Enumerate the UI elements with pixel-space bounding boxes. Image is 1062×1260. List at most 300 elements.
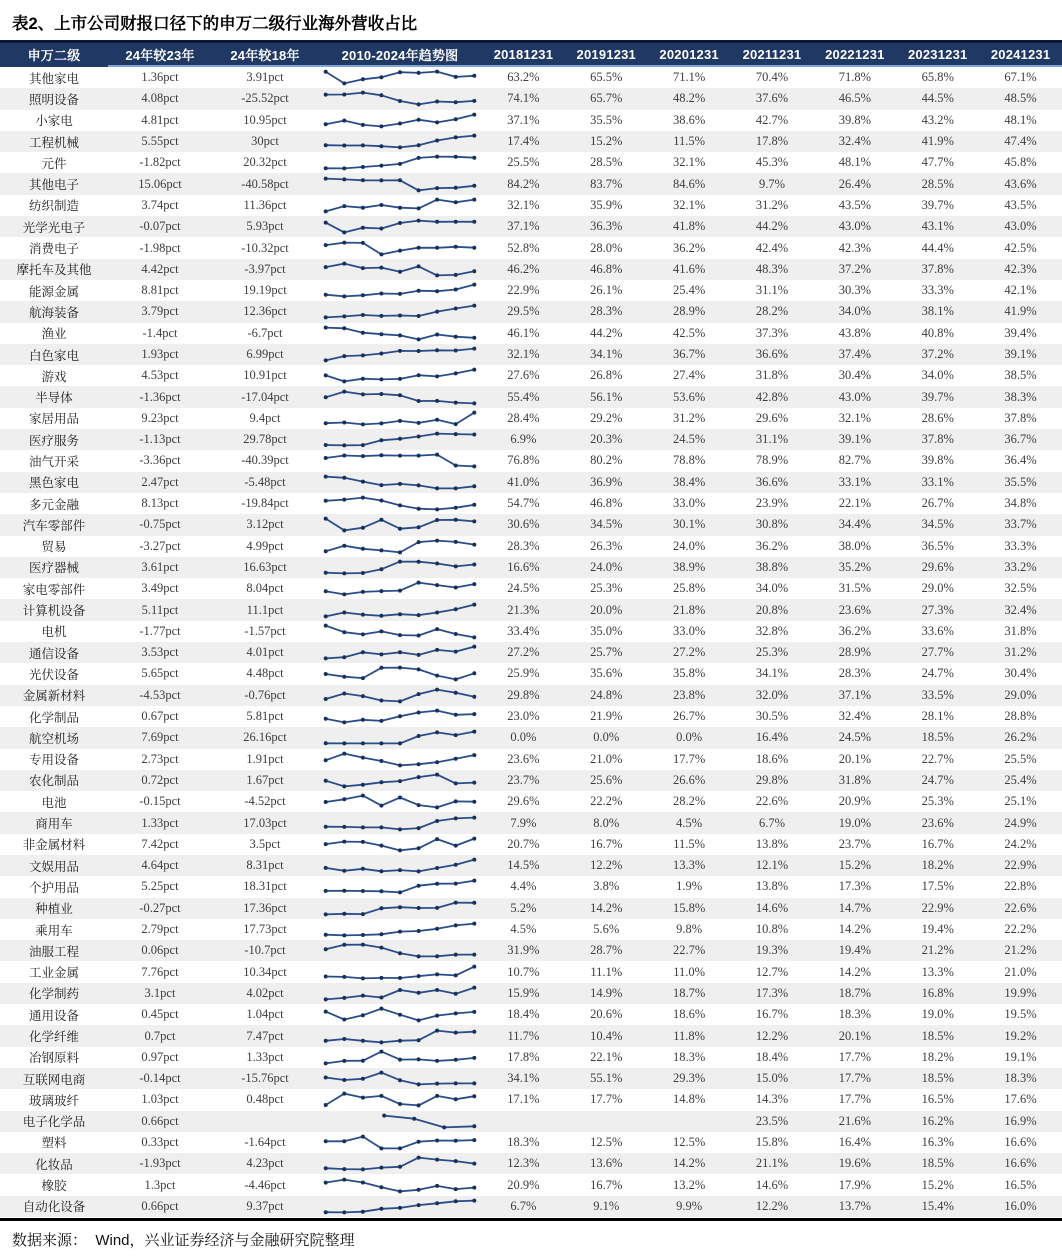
year-value-cell: 24.5%	[507, 581, 540, 596]
year-value-cell: 12.1%	[755, 858, 789, 873]
sparkline-cell	[318, 663, 482, 684]
industry-name-cell: 通用设备	[28, 1008, 79, 1023]
industry-name-cell: 黑色家电	[28, 476, 79, 491]
year-value-cell: 28.4%	[507, 410, 540, 425]
chg-vs-2023-cell: -1.82pct	[139, 155, 181, 170]
year-value-cell: 14.5%	[507, 858, 540, 873]
chg-vs-2023-cell: -4.53pct	[139, 687, 181, 702]
year-value-cell: 33.7%	[1004, 517, 1037, 532]
sparkline-cell	[318, 578, 482, 599]
trend-sparkline	[321, 365, 479, 386]
sparkline-cell	[318, 898, 482, 919]
sparkline-cell	[318, 791, 482, 812]
chg-vs-2023-cell: -1.93pct	[139, 1156, 181, 1171]
year-value-cell: 35.5%	[1004, 474, 1037, 489]
sparkline-cell	[318, 514, 482, 535]
year-value-cell: 42.7%	[755, 112, 789, 127]
year-value-cell: 43.6%	[1004, 176, 1037, 191]
year-value-cell: 14.2%	[672, 1156, 706, 1171]
year-value-cell: 23.5%	[755, 1113, 789, 1128]
year-value-cell: 48.2%	[672, 91, 706, 106]
year-value-cell: 27.3%	[921, 602, 954, 617]
year-value-cell: 0.0%	[510, 730, 537, 745]
year-value-cell: 34.1%	[507, 1071, 540, 1086]
table-row	[0, 770, 1062, 791]
column-header-10: 20241231	[979, 43, 1062, 67]
trend-sparkline	[321, 472, 479, 493]
chg-vs-2018-cell: -1.64pct	[244, 1134, 286, 1149]
sparkline-cell	[318, 1004, 482, 1025]
year-value-cell: 39.7%	[921, 197, 954, 212]
year-value-cell: 36.2%	[838, 623, 871, 638]
year-value-cell: 29.5%	[507, 304, 540, 319]
chg-vs-2023-cell: 2.79pct	[141, 922, 179, 937]
year-value-cell: 17.8%	[755, 134, 789, 149]
year-value-cell: 34.0%	[755, 581, 789, 596]
trend-sparkline	[321, 600, 479, 621]
sparkline-cell	[318, 67, 482, 88]
trend-sparkline	[321, 323, 479, 344]
trend-sparkline	[321, 408, 479, 429]
year-value-cell: 33.1%	[921, 474, 954, 489]
year-value-cell: 43.2%	[921, 112, 954, 127]
sparkline-cell	[318, 387, 482, 408]
table-row	[0, 578, 1062, 599]
year-value-cell: 43.8%	[838, 325, 871, 340]
table-row	[0, 323, 1062, 344]
chg-vs-2018-cell: 10.34pct	[243, 964, 287, 979]
year-value-cell: 19.5%	[1004, 1007, 1037, 1022]
table-row	[0, 855, 1062, 876]
year-value-cell: 20.9%	[507, 1177, 540, 1192]
year-value-cell: 39.1%	[838, 432, 871, 447]
year-value-cell: 44.2%	[755, 219, 789, 234]
year-value-cell: 15.2%	[921, 1177, 954, 1192]
industry-name-cell: 工程机械	[28, 135, 79, 150]
sparkline-cell	[318, 280, 482, 301]
chg-vs-2023-cell: 4.08pct	[141, 91, 179, 106]
industry-name-cell: 半导体	[35, 391, 73, 406]
year-value-cell: 36.7%	[1004, 432, 1037, 447]
year-value-cell: 16.7%	[921, 836, 954, 851]
year-value-cell: 18.3%	[672, 1049, 706, 1064]
chg-vs-2018-cell: 17.03pct	[243, 815, 287, 830]
year-value-cell: 23.9%	[755, 496, 789, 511]
sparkline-cell	[318, 1089, 482, 1110]
year-value-cell: 29.8%	[755, 772, 789, 787]
year-value-cell: 78.8%	[672, 453, 706, 468]
year-value-cell: 21.6%	[838, 1113, 871, 1128]
year-value-cell: 7.9%	[510, 815, 537, 830]
year-value-cell: 28.3%	[590, 304, 623, 319]
chg-vs-2018-cell: 19.19pct	[243, 283, 287, 298]
chg-vs-2023-cell: 7.69pct	[141, 730, 179, 745]
year-value-cell: 16.7%	[590, 1177, 623, 1192]
year-value-cell: 12.2%	[755, 1198, 789, 1213]
year-value-cell: 35.5%	[590, 112, 623, 127]
year-value-cell: 18.4%	[755, 1049, 789, 1064]
year-value-cell: 6.7%	[510, 1198, 537, 1213]
chg-vs-2023-cell: 0.06pct	[141, 943, 179, 958]
sparkline-cell	[318, 983, 482, 1004]
year-value-cell: 38.6%	[672, 112, 706, 127]
year-value-cell: 24.5%	[838, 730, 871, 745]
industry-name-cell: 电机	[41, 625, 67, 640]
sparkline-cell	[318, 876, 482, 897]
chg-vs-2018-cell: 8.04pct	[246, 581, 284, 596]
table-row	[0, 706, 1062, 727]
year-value-cell: 13.8%	[755, 879, 789, 894]
chg-vs-2018-cell: 5.81pct	[246, 709, 284, 724]
trend-sparkline	[321, 195, 479, 216]
sparkline-cell	[318, 685, 482, 706]
industry-name-cell: 医疗器械	[28, 561, 79, 576]
trend-sparkline	[321, 621, 479, 642]
overseas-revenue-table	[0, 43, 1062, 1217]
industry-name-cell: 计算机设备	[22, 604, 86, 619]
chg-vs-2018-cell: 7.47pct	[246, 1028, 284, 1043]
chg-vs-2018-cell: 1.91pct	[246, 751, 284, 766]
industry-name-cell: 玻璃玻纤	[28, 1093, 79, 1108]
table-row	[0, 919, 1062, 940]
table-row	[0, 557, 1062, 578]
chg-vs-2023-cell: 0.72pct	[141, 772, 179, 787]
industry-name-cell: 商用车	[35, 817, 73, 832]
year-value-cell: 27.6%	[507, 368, 540, 383]
year-value-cell: 18.5%	[921, 730, 954, 745]
trend-sparkline	[321, 259, 479, 280]
table-row	[0, 834, 1062, 855]
year-value-cell: 24.7%	[921, 666, 954, 681]
chg-vs-2023-cell: -1.98pct	[139, 240, 181, 255]
chg-vs-2018-cell: 12.36pct	[243, 304, 287, 319]
year-value-cell: 12.5%	[590, 1134, 623, 1149]
year-value-cell: 38.9%	[672, 559, 706, 574]
table-row	[0, 898, 1062, 919]
year-value-cell: 17.6%	[1004, 1092, 1037, 1107]
year-value-cell: 11.0%	[673, 964, 706, 979]
table-row	[0, 365, 1062, 386]
year-value-cell: 28.1%	[921, 709, 954, 724]
year-value-cell: 37.8%	[921, 261, 954, 276]
trend-sparkline	[321, 131, 479, 152]
year-value-cell: 24.7%	[921, 772, 954, 787]
trend-sparkline	[321, 706, 479, 727]
year-value-cell: 21.2%	[1004, 943, 1037, 958]
year-value-cell: 16.7%	[590, 836, 623, 851]
year-value-cell: 18.5%	[921, 1156, 954, 1171]
year-value-cell: 28.5%	[921, 176, 954, 191]
trend-sparkline	[321, 876, 479, 897]
year-value-cell: 28.6%	[921, 410, 954, 425]
year-value-cell: 13.8%	[755, 836, 789, 851]
year-value-cell: 16.0%	[1004, 1198, 1037, 1213]
year-value-cell: 19.6%	[838, 1156, 871, 1171]
year-value-cell: 36.9%	[590, 474, 623, 489]
sparkline-cell	[318, 1026, 482, 1047]
chg-vs-2018-cell: 10.91pct	[243, 368, 287, 383]
chg-vs-2023-cell: 3.79pct	[141, 304, 179, 319]
industry-name-cell: 种植业	[35, 902, 73, 917]
table-row	[0, 663, 1062, 684]
year-value-cell: 23.7%	[507, 772, 540, 787]
sparkline-cell	[318, 962, 482, 983]
sparkline-cell	[318, 1047, 482, 1068]
year-value-cell: 27.2%	[672, 645, 706, 660]
sparkline-cell	[318, 1068, 482, 1089]
industry-name-cell: 白色家电	[28, 348, 79, 363]
chg-vs-2018-cell: 17.73pct	[243, 922, 287, 937]
year-value-cell: 22.7%	[672, 943, 706, 958]
chg-vs-2018-cell: 18.31pct	[243, 879, 287, 894]
year-value-cell: 14.2%	[590, 900, 623, 915]
year-value-cell: 70.4%	[755, 70, 789, 85]
chg-vs-2023-cell: -1.4pct	[142, 325, 178, 340]
year-value-cell: 16.9%	[1004, 1113, 1037, 1128]
chg-vs-2023-cell: 0.7pct	[144, 1028, 176, 1043]
trend-sparkline	[321, 88, 479, 109]
year-value-cell: 84.6%	[672, 176, 706, 191]
column-header-9: 20231231	[896, 43, 979, 67]
year-value-cell: 19.2%	[1004, 1028, 1037, 1043]
trend-sparkline	[321, 1132, 479, 1153]
year-value-cell: 17.1%	[507, 1092, 540, 1107]
industry-name-cell: 工业金属	[28, 966, 79, 981]
year-value-cell: 17.3%	[838, 879, 871, 894]
year-value-cell: 17.5%	[921, 879, 954, 894]
year-value-cell: 21.0%	[1004, 964, 1037, 979]
trend-sparkline	[321, 1026, 479, 1047]
year-value-cell: 42.5%	[1004, 240, 1037, 255]
industry-name-cell: 家电零部件	[22, 582, 86, 597]
year-value-cell: 29.0%	[921, 581, 954, 596]
year-value-cell: 25.7%	[590, 645, 623, 660]
year-value-cell: 37.8%	[1004, 410, 1037, 425]
chg-vs-2018-cell: -15.76pct	[241, 1071, 289, 1086]
chg-vs-2023-cell: 9.23pct	[141, 410, 179, 425]
year-value-cell: 28.3%	[838, 666, 871, 681]
year-value-cell: 15.4%	[921, 1198, 954, 1213]
sparkline-cell	[318, 706, 482, 727]
sparkline-cell	[318, 1196, 482, 1217]
year-value-cell: 32.5%	[1004, 581, 1037, 596]
year-value-cell: 30.5%	[755, 709, 789, 724]
year-value-cell: 48.1%	[1004, 112, 1037, 127]
year-value-cell: 9.9%	[676, 1198, 703, 1213]
table-row	[0, 173, 1062, 194]
industry-name-cell: 其他家电	[28, 71, 79, 86]
industry-name-cell: 其他电子	[28, 178, 79, 193]
year-value-cell: 20.3%	[590, 432, 623, 447]
trend-sparkline	[321, 344, 479, 365]
year-value-cell: 18.7%	[672, 985, 706, 1000]
year-value-cell: 28.7%	[590, 943, 623, 958]
table-row	[0, 216, 1062, 237]
table-row	[0, 386, 1062, 407]
industry-name-cell: 多元金融	[28, 497, 79, 512]
year-value-cell: 29.0%	[1004, 687, 1037, 702]
year-value-cell: 11.7%	[507, 1028, 540, 1043]
year-value-cell: 37.6%	[755, 91, 789, 106]
year-value-cell: 22.6%	[1004, 900, 1037, 915]
year-value-cell: 12.2%	[590, 858, 623, 873]
chg-vs-2023-cell: 1.03pct	[141, 1092, 179, 1107]
year-value-cell: 20.1%	[838, 1028, 871, 1043]
year-value-cell: 36.3%	[590, 219, 623, 234]
year-value-cell: 28.9%	[672, 304, 706, 319]
year-value-cell: 34.1%	[755, 666, 789, 681]
chg-vs-2018-cell: 4.23pct	[246, 1156, 284, 1171]
chg-vs-2018-cell: -0.76pct	[244, 687, 286, 702]
chg-vs-2018-cell: 11.36pct	[243, 197, 287, 212]
year-value-cell: 17.7%	[838, 1071, 871, 1086]
industry-name-cell: 光学光电子	[22, 220, 86, 235]
year-value-cell: 37.1%	[507, 219, 540, 234]
year-value-cell: 47.4%	[1004, 134, 1037, 149]
year-value-cell: 8.0%	[593, 815, 620, 830]
chg-vs-2023-cell: 3.49pct	[141, 581, 179, 596]
year-value-cell: 17.7%	[838, 1092, 871, 1107]
year-value-cell: 67.1%	[1004, 70, 1037, 85]
sparkline-cell	[318, 749, 482, 770]
chg-vs-2023-cell: 5.11pct	[141, 602, 179, 617]
year-value-cell: 37.2%	[921, 347, 954, 361]
year-value-cell: 37.8%	[921, 432, 954, 447]
sparkline-cell	[318, 323, 482, 344]
year-value-cell: 38.1%	[921, 304, 954, 319]
table-row	[0, 472, 1062, 493]
sparkline-cell	[318, 493, 482, 514]
chg-vs-2023-cell: -1.77pct	[139, 623, 181, 638]
year-value-cell: 43.0%	[1004, 219, 1037, 234]
year-value-cell: 43.0%	[838, 389, 871, 404]
sparkline-cell	[318, 408, 482, 429]
year-value-cell: 38.5%	[1004, 368, 1037, 383]
chg-vs-2018-cell: -19.84pct	[241, 496, 289, 511]
year-value-cell: 37.2%	[838, 261, 871, 276]
year-value-cell: 37.3%	[755, 325, 789, 340]
year-value-cell: 83.7%	[590, 176, 623, 191]
year-value-cell: 16.4%	[838, 1134, 871, 1149]
trend-sparkline	[321, 557, 479, 578]
table-row	[0, 983, 1062, 1004]
year-value-cell: 80.2%	[590, 453, 623, 468]
year-value-cell: 12.3%	[507, 1156, 540, 1171]
column-header-1: 24年较23年	[108, 43, 212, 67]
industry-name-cell: 汽车零部件	[22, 518, 86, 533]
chg-vs-2018-cell: 6.99pct	[246, 347, 284, 361]
table-row	[0, 1089, 1062, 1110]
year-value-cell: 31.8%	[1004, 623, 1037, 638]
year-value-cell: 26.4%	[838, 176, 871, 191]
year-value-cell: 32.8%	[755, 623, 789, 638]
year-value-cell: 5.2%	[510, 900, 537, 915]
year-value-cell: 25.8%	[672, 581, 706, 596]
sparkline-cell	[318, 301, 482, 322]
year-value-cell: 15.8%	[672, 900, 706, 915]
column-header-2: 24年较18年	[212, 43, 318, 67]
year-value-cell: 31.5%	[838, 581, 871, 596]
year-value-cell: 19.4%	[921, 922, 954, 937]
sparkline-cell	[318, 259, 482, 280]
year-value-cell: 41.6%	[672, 261, 706, 276]
year-value-cell: 34.0%	[838, 304, 871, 319]
year-value-cell: 25.9%	[507, 666, 540, 681]
year-value-cell: 16.5%	[1004, 1177, 1037, 1192]
year-value-cell: 23.8%	[672, 687, 706, 702]
chg-vs-2023-cell: 4.81pct	[141, 112, 179, 127]
chg-vs-2023-cell: -0.14pct	[139, 1071, 181, 1086]
year-value-cell: 24.5%	[672, 432, 706, 447]
year-value-cell: 18.5%	[921, 1028, 954, 1043]
year-value-cell: 78.9%	[755, 453, 789, 468]
chg-vs-2018-cell: 26.16pct	[243, 730, 287, 745]
industry-name-cell: 元件	[41, 156, 67, 171]
year-value-cell: 21.9%	[590, 709, 623, 724]
chg-vs-2023-cell: 3.74pct	[141, 197, 179, 212]
year-value-cell: 5.6%	[593, 922, 620, 937]
sparkline-cell	[318, 429, 482, 450]
year-value-cell: 10.8%	[755, 922, 789, 937]
year-value-cell: 15.9%	[507, 985, 540, 1000]
year-value-cell: 22.9%	[921, 900, 954, 915]
chg-vs-2023-cell: 4.42pct	[141, 261, 179, 276]
chg-vs-2018-cell: -10.7pct	[244, 943, 286, 958]
industry-name-cell: 专用设备	[28, 753, 79, 768]
sparkline-cell	[318, 174, 482, 195]
sparkline-cell	[318, 770, 482, 791]
industry-name-cell: 家居用品	[28, 412, 79, 427]
year-value-cell: 30.4%	[838, 368, 871, 383]
chg-vs-2018-cell: 4.02pct	[246, 985, 284, 1000]
year-value-cell: 33.6%	[921, 623, 954, 638]
year-value-cell: 41.0%	[507, 474, 540, 489]
chg-vs-2023-cell: 0.97pct	[141, 1049, 179, 1064]
year-value-cell: 20.0%	[590, 602, 623, 617]
table-row	[0, 1174, 1062, 1195]
year-value-cell: 42.3%	[838, 240, 871, 255]
year-value-cell: 36.5%	[921, 538, 954, 553]
trend-sparkline	[321, 834, 479, 855]
year-value-cell: 29.2%	[590, 410, 623, 425]
year-value-cell: 35.2%	[838, 559, 871, 574]
column-header-8: 20221231	[813, 43, 896, 67]
year-value-cell: 34.5%	[590, 517, 623, 532]
trend-sparkline	[321, 174, 479, 195]
chg-vs-2023-cell: 0.33pct	[141, 1134, 179, 1149]
year-value-cell: 26.7%	[672, 709, 706, 724]
year-value-cell: 18.2%	[921, 858, 954, 873]
year-value-cell: 25.3%	[921, 794, 954, 809]
year-value-cell: 14.8%	[672, 1092, 706, 1107]
trend-sparkline	[321, 770, 479, 791]
column-header-6: 20201231	[648, 43, 731, 67]
year-value-cell: 42.3%	[1004, 261, 1037, 276]
year-value-cell: 37.4%	[838, 347, 871, 361]
chg-vs-2023-cell: -0.15pct	[139, 794, 181, 809]
year-value-cell: 30.4%	[1004, 666, 1037, 681]
sparkline-cell	[318, 642, 482, 663]
chg-vs-2018-cell: -6.7pct	[247, 325, 283, 340]
year-value-cell: 23.7%	[838, 836, 871, 851]
year-value-cell: 32.4%	[838, 134, 871, 149]
year-value-cell: 22.9%	[507, 283, 540, 298]
year-value-cell: 25.4%	[1004, 772, 1037, 787]
industry-name-cell: 油服工程	[28, 944, 79, 959]
sparkline-cell	[318, 472, 482, 493]
table-row	[0, 1068, 1062, 1089]
industry-name-cell: 文娱用品	[28, 859, 79, 874]
